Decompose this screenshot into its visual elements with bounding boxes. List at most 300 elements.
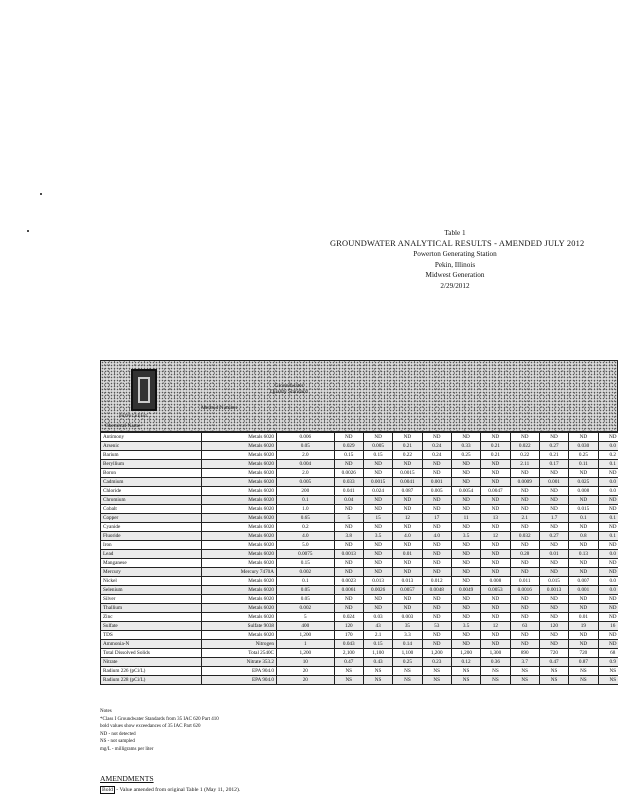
value-cell: 720 (569, 649, 598, 658)
table-row (101, 649, 618, 658)
value-cell: ND (334, 523, 363, 532)
value-cell: ND (598, 505, 618, 514)
table-row (101, 640, 618, 649)
value-cell: ND (481, 433, 510, 442)
parameter-cell: Arsenic (101, 442, 202, 451)
table-row (101, 487, 618, 496)
value-cell: NS (451, 676, 480, 685)
parameter-cell: Fluoride (101, 532, 202, 541)
value-cell: ND (334, 541, 363, 550)
value-cell: 0.0048 (422, 586, 451, 595)
table-header (100, 360, 618, 432)
parameter-cell: Selenium (101, 586, 202, 595)
method-cell: EPA 904.0 (202, 676, 277, 685)
results-table (100, 360, 618, 707)
value-cell: 0.0 (598, 586, 618, 595)
value-cell: 0.13 (569, 550, 598, 559)
value-cell: ND (363, 604, 392, 613)
table-row (101, 613, 618, 622)
value-cell: ND (539, 631, 568, 640)
value-cell: ND (451, 505, 480, 514)
value-cell: 0.9 (598, 658, 618, 667)
method-cell: Metals 6020 (202, 604, 277, 613)
standard-cell: 5 (277, 613, 335, 622)
value-cell: 0.024 (363, 487, 392, 496)
standard-cell: 0.05 (277, 586, 335, 595)
parameter-cell: Iron (101, 541, 202, 550)
value-cell: 2.1 (510, 514, 539, 523)
value-cell: ND (393, 604, 422, 613)
value-cell: ND (393, 523, 422, 532)
value-cell: NS (539, 667, 568, 676)
standard-cell: 20 (277, 667, 335, 676)
standard-cell: 0.006 (277, 433, 335, 442)
value-cell: 0.0016 (510, 586, 539, 595)
value-cell: ND (569, 496, 598, 505)
value-cell: 0.0 (598, 550, 618, 559)
standard-cell: 200 (277, 487, 335, 496)
value-cell: 35 (393, 622, 422, 631)
value-cell: ND (451, 559, 480, 568)
value-cell: 0.25 (569, 451, 598, 460)
value-cell: ND (481, 604, 510, 613)
value-cell: NS (569, 667, 598, 676)
method-cell: Metals 6020 (202, 613, 277, 622)
value-cell: 0.024 (334, 613, 363, 622)
note-line: mg/L - milligrams per liter (100, 746, 154, 752)
value-cell: 0.1 (598, 514, 618, 523)
value-cell: 1.7 (539, 514, 568, 523)
value-cell: ND (598, 631, 618, 640)
standard-cell: 0.1 (277, 496, 335, 505)
value-cell: 0.0023 (334, 577, 363, 586)
table-row (101, 622, 618, 631)
method-cell: Metals 6020 (202, 523, 277, 532)
value-cell: 0.0057 (393, 586, 422, 595)
value-cell: 0.15 (363, 640, 392, 649)
value-cell: ND (510, 469, 539, 478)
parameter-cell: Cobalt (101, 505, 202, 514)
value-cell: 4.0 (393, 532, 422, 541)
value-cell: 0.029 (334, 442, 363, 451)
value-cell: 3.5 (451, 532, 480, 541)
value-cell: ND (598, 595, 618, 604)
value-cell: 17 (422, 514, 451, 523)
value-cell: NS (334, 676, 363, 685)
value-cell: 53 (422, 622, 451, 631)
value-cell: 0.030 (569, 442, 598, 451)
report-title: GROUNDWATER ANALYTICAL RESULTS - AMENDED JULY 2012 (330, 238, 585, 248)
method-cell: Metals 6020 (202, 577, 277, 586)
value-cell: 170 (334, 631, 363, 640)
speck-mark (40, 193, 42, 195)
parameter-cell: Nitrate (101, 658, 202, 667)
table-row (101, 667, 618, 676)
value-cell: ND (481, 523, 510, 532)
note-line: ND - not detected (100, 731, 136, 737)
method-cell: Metals 6020 (202, 469, 277, 478)
table-row (101, 451, 618, 460)
value-cell: ND (393, 541, 422, 550)
value-cell: ND (422, 640, 451, 649)
value-cell: 0.15 (334, 451, 363, 460)
value-cell: 0.17 (539, 460, 568, 469)
parameter-cell: Radium 226 (pCi/L) (101, 667, 202, 676)
standard-cell: 0.05 (277, 595, 335, 604)
value-cell: NS (363, 676, 392, 685)
parameter-cell: Lead (101, 550, 202, 559)
amendments-heading: AMENDMENTS (100, 774, 154, 783)
value-cell: ND (334, 433, 363, 442)
table-row (101, 658, 618, 667)
value-cell: 3.7 (510, 658, 539, 667)
value-cell: 0.21 (539, 451, 568, 460)
value-cell: ND (422, 559, 451, 568)
method-cell: Metals 6020 (202, 496, 277, 505)
value-cell: 0.0 (598, 577, 618, 586)
value-cell: 68 (598, 649, 618, 658)
value-cell: ND (510, 496, 539, 505)
value-cell: NS (539, 676, 568, 685)
value-cell: ND (451, 577, 480, 586)
value-cell: ND (451, 469, 480, 478)
value-cell: 12 (481, 622, 510, 631)
method-cell: Nitrogen (202, 640, 277, 649)
value-cell: 0.015 (539, 577, 568, 586)
table-row (101, 496, 618, 505)
value-cell: ND (481, 613, 510, 622)
value-cell: 120 (334, 622, 363, 631)
value-cell: ND (334, 460, 363, 469)
value-cell: ND (422, 613, 451, 622)
value-cell: NS (598, 676, 618, 685)
value-cell: 0.0013 (539, 586, 568, 595)
table-row (101, 505, 618, 514)
standard-cell: 0.005 (277, 478, 335, 487)
value-cell: 3.3 (393, 631, 422, 640)
value-cell: ND (539, 505, 568, 514)
value-cell: ND (598, 640, 618, 649)
table-row (101, 676, 618, 685)
value-cell: NS (598, 667, 618, 676)
table-row (101, 469, 618, 478)
value-cell: NS (510, 667, 539, 676)
notes-heading: Notes (100, 709, 112, 714)
parameter-cell: Manganese (101, 559, 202, 568)
parameter-cell: Antimony (101, 433, 202, 442)
method-cell: Sulfate 9038 (202, 622, 277, 631)
value-cell: ND (539, 433, 568, 442)
method-cell: Metals 6020 (202, 478, 277, 487)
parameter-cell: Radium 228 (pCi/L) (101, 676, 202, 685)
value-cell: ND (510, 595, 539, 604)
table-row (101, 568, 618, 577)
value-cell: ND (451, 595, 480, 604)
value-cell: 19 (569, 622, 598, 631)
method-cell: Metals 6020 (202, 550, 277, 559)
speck-mark (27, 230, 29, 232)
standard-cell: 0.002 (277, 568, 335, 577)
value-cell: 0.0009 (510, 478, 539, 487)
parameter-cell: Nickel (101, 577, 202, 586)
value-cell: 0.015 (569, 505, 598, 514)
value-cell: 0.0026 (334, 469, 363, 478)
value-cell: 0.27 (539, 442, 568, 451)
value-cell: 0.03 (363, 613, 392, 622)
value-cell: ND (539, 640, 568, 649)
value-cell: 0.36 (481, 658, 510, 667)
value-cell: ND (510, 613, 539, 622)
value-cell: 0.033 (334, 478, 363, 487)
value-cell: 0.1 (598, 460, 618, 469)
parameter-cell: Beryllium (101, 460, 202, 469)
value-cell: 0.0 (598, 442, 618, 451)
value-cell: 0.22 (393, 451, 422, 460)
value-cell: 0.25 (393, 658, 422, 667)
standard-cell: 0.0075 (277, 550, 335, 559)
standard-cell: 5.0 (277, 541, 335, 550)
value-cell: 0.008 (569, 487, 598, 496)
value-cell: 3.8 (334, 532, 363, 541)
value-cell: NS (422, 676, 451, 685)
method-cell: Total 2540C (202, 649, 277, 658)
method-cell: Metals 6020 (202, 433, 277, 442)
value-cell: ND (598, 469, 618, 478)
standard-cell: 400 (277, 622, 335, 631)
location: Pekin, Illinois (434, 260, 476, 269)
parameter-cell: Ammonia-N (101, 640, 202, 649)
value-cell: ND (422, 460, 451, 469)
value-cell: ND (481, 541, 510, 550)
value-cell: 2.11 (510, 460, 539, 469)
value-cell: ND (510, 640, 539, 649)
value-cell: ND (451, 604, 480, 613)
parameter-cell: Zinc (101, 613, 202, 622)
value-cell: 0.21 (393, 442, 422, 451)
value-cell: ND (422, 568, 451, 577)
value-cell: ND (422, 550, 451, 559)
value-cell: ND (569, 604, 598, 613)
note-line: NS - not sampled (100, 739, 135, 745)
standard-cell: 1,200 (277, 631, 335, 640)
parameter-cell: TDS (101, 631, 202, 640)
value-cell: ND (393, 595, 422, 604)
value-cell: ND (451, 523, 480, 532)
value-cell: 0.25 (451, 451, 480, 460)
value-cell: ND (393, 433, 422, 442)
value-cell: NS (451, 667, 480, 676)
value-cell: 11 (451, 514, 480, 523)
value-cell: ND (451, 478, 480, 487)
value-cell: 0.1 (598, 532, 618, 541)
value-cell: 3.5 (363, 532, 392, 541)
value-cell: 12 (393, 514, 422, 523)
standard-cell: 4.0 (277, 532, 335, 541)
value-cell: ND (598, 559, 618, 568)
value-cell: ND (422, 523, 451, 532)
value-cell: ND (451, 550, 480, 559)
value-cell: ND (363, 541, 392, 550)
value-cell: 0.1 (569, 514, 598, 523)
value-cell: ND (539, 496, 568, 505)
standard-cell: 10 (277, 658, 335, 667)
value-cell: 0.0047 (481, 487, 510, 496)
value-cell: 0.0053 (481, 586, 510, 595)
report-date: 2/29/2012 (440, 281, 470, 290)
value-cell: 1,200 (451, 649, 480, 658)
table-row (101, 631, 618, 640)
station-name: Powerton Generating Station (413, 250, 497, 259)
value-cell: NS (510, 676, 539, 685)
standard-cell: 1,200 (277, 649, 335, 658)
value-cell: ND (422, 433, 451, 442)
standard-cell: 0.004 (277, 460, 335, 469)
value-cell: 0.003 (393, 613, 422, 622)
value-cell: 0.8 (569, 532, 598, 541)
value-cell: 0.22 (510, 451, 539, 460)
value-cell: ND (539, 541, 568, 550)
value-cell: ND (422, 505, 451, 514)
value-cell: ND (363, 496, 392, 505)
value-cell: ND (539, 595, 568, 604)
value-cell: ND (393, 559, 422, 568)
parameter-cell: Silver (101, 595, 202, 604)
value-cell: 3.5 (451, 622, 480, 631)
value-cell: 0.013 (393, 577, 422, 586)
value-cell: 890 (510, 649, 539, 658)
table-row (101, 559, 618, 568)
standard-cell: 1.0 (277, 505, 335, 514)
method-cell: Metals 6020 (202, 532, 277, 541)
value-cell: 0.043 (334, 640, 363, 649)
value-cell: 0.33 (451, 442, 480, 451)
value-cell: 12 (481, 532, 510, 541)
value-cell: 0.041 (334, 487, 363, 496)
parameter-cell: Mercury (101, 568, 202, 577)
value-cell: ND (422, 469, 451, 478)
value-cell: ND (569, 631, 598, 640)
value-cell: ND (569, 640, 598, 649)
value-cell: ND (510, 631, 539, 640)
parameter-cell: Copper (101, 514, 202, 523)
table-row (101, 442, 618, 451)
table-row (101, 604, 618, 613)
value-cell: 2,100 (334, 649, 363, 658)
standard-cell: 0.2 (277, 523, 335, 532)
amendment-boxed-marker: Bold (102, 787, 113, 793)
value-cell: 0.032 (510, 532, 539, 541)
value-cell: ND (481, 550, 510, 559)
standard-cell: 0.1 (277, 577, 335, 586)
value-cell: ND (363, 550, 392, 559)
notes-block (100, 708, 219, 754)
value-cell: ND (363, 433, 392, 442)
value-cell: ND (451, 613, 480, 622)
value-cell: 1,300 (481, 649, 510, 658)
header-method: Method Number (201, 405, 238, 411)
value-cell: ND (598, 613, 618, 622)
value-cell: ND (422, 604, 451, 613)
value-cell: ND (539, 604, 568, 613)
parameter-cell: Sulfate (101, 622, 202, 631)
value-cell: ND (598, 496, 618, 505)
value-cell: NS (334, 667, 363, 676)
parameter-cell: Total Dissolved Solids (101, 649, 202, 658)
value-cell: 720 (539, 649, 568, 658)
value-cell: 120 (539, 622, 568, 631)
table-row (101, 514, 618, 523)
table-row (101, 433, 618, 442)
header-standard: Groundwater Quality Standard (270, 383, 308, 395)
parameter-cell: Chloride (101, 487, 202, 496)
value-cell: ND (569, 523, 598, 532)
company-logo-icon (131, 369, 157, 411)
value-cell: 0.43 (363, 658, 392, 667)
value-cell: 0.21 (481, 442, 510, 451)
value-cell: 0.21 (481, 451, 510, 460)
method-cell: Metals 6020 (202, 595, 277, 604)
value-cell: 1,100 (393, 649, 422, 658)
value-cell: ND (393, 460, 422, 469)
value-cell: ND (539, 469, 568, 478)
value-cell: ND (598, 523, 618, 532)
value-cell: 0.01 (569, 613, 598, 622)
value-cell: ND (510, 523, 539, 532)
value-cell: NS (569, 676, 598, 685)
value-cell: 2.1 (363, 631, 392, 640)
value-cell: 0.007 (569, 577, 598, 586)
method-cell: EPA 904.0 (202, 667, 277, 676)
value-cell: 0.001 (422, 478, 451, 487)
value-cell: 0.001 (569, 586, 598, 595)
amendment-description: - Value amended from original Table 1 (May 11, 2012). (114, 787, 241, 793)
value-cell: 0.0 (598, 478, 618, 487)
table-row (101, 523, 618, 532)
value-cell: ND (393, 496, 422, 505)
parameter-cell: Barium (101, 451, 202, 460)
value-cell: 0.013 (363, 577, 392, 586)
standard-cell: 0.15 (277, 559, 335, 568)
table-row (101, 550, 618, 559)
value-cell: 5 (334, 514, 363, 523)
value-cell: 0.025 (569, 478, 598, 487)
note-line: bold values show exceedances of 35 IAC Part 620 (100, 724, 201, 730)
value-cell: ND (510, 559, 539, 568)
table-number: Table 1 (444, 229, 466, 237)
value-cell: ND (598, 541, 618, 550)
value-cell: ND (569, 541, 598, 550)
value-cell: ND (481, 631, 510, 640)
value-cell: ND (481, 469, 510, 478)
value-cell: ND (481, 595, 510, 604)
value-cell: NS (422, 667, 451, 676)
value-cell: ND (598, 433, 618, 442)
value-cell: ND (422, 496, 451, 505)
table-row (101, 460, 618, 469)
value-cell: ND (451, 568, 480, 577)
method-cell: Metals 6020 (202, 442, 277, 451)
value-cell: ND (510, 604, 539, 613)
logo-text: PATRICKENG (119, 413, 148, 418)
parameter-cell: Thallium (101, 604, 202, 613)
value-cell: ND (569, 568, 598, 577)
value-cell: ND (363, 505, 392, 514)
value-cell: 0.14 (393, 640, 422, 649)
method-cell: Mercury 7470A (202, 568, 277, 577)
value-cell: ND (451, 460, 480, 469)
value-cell: ND (451, 631, 480, 640)
value-cell: ND (393, 505, 422, 514)
